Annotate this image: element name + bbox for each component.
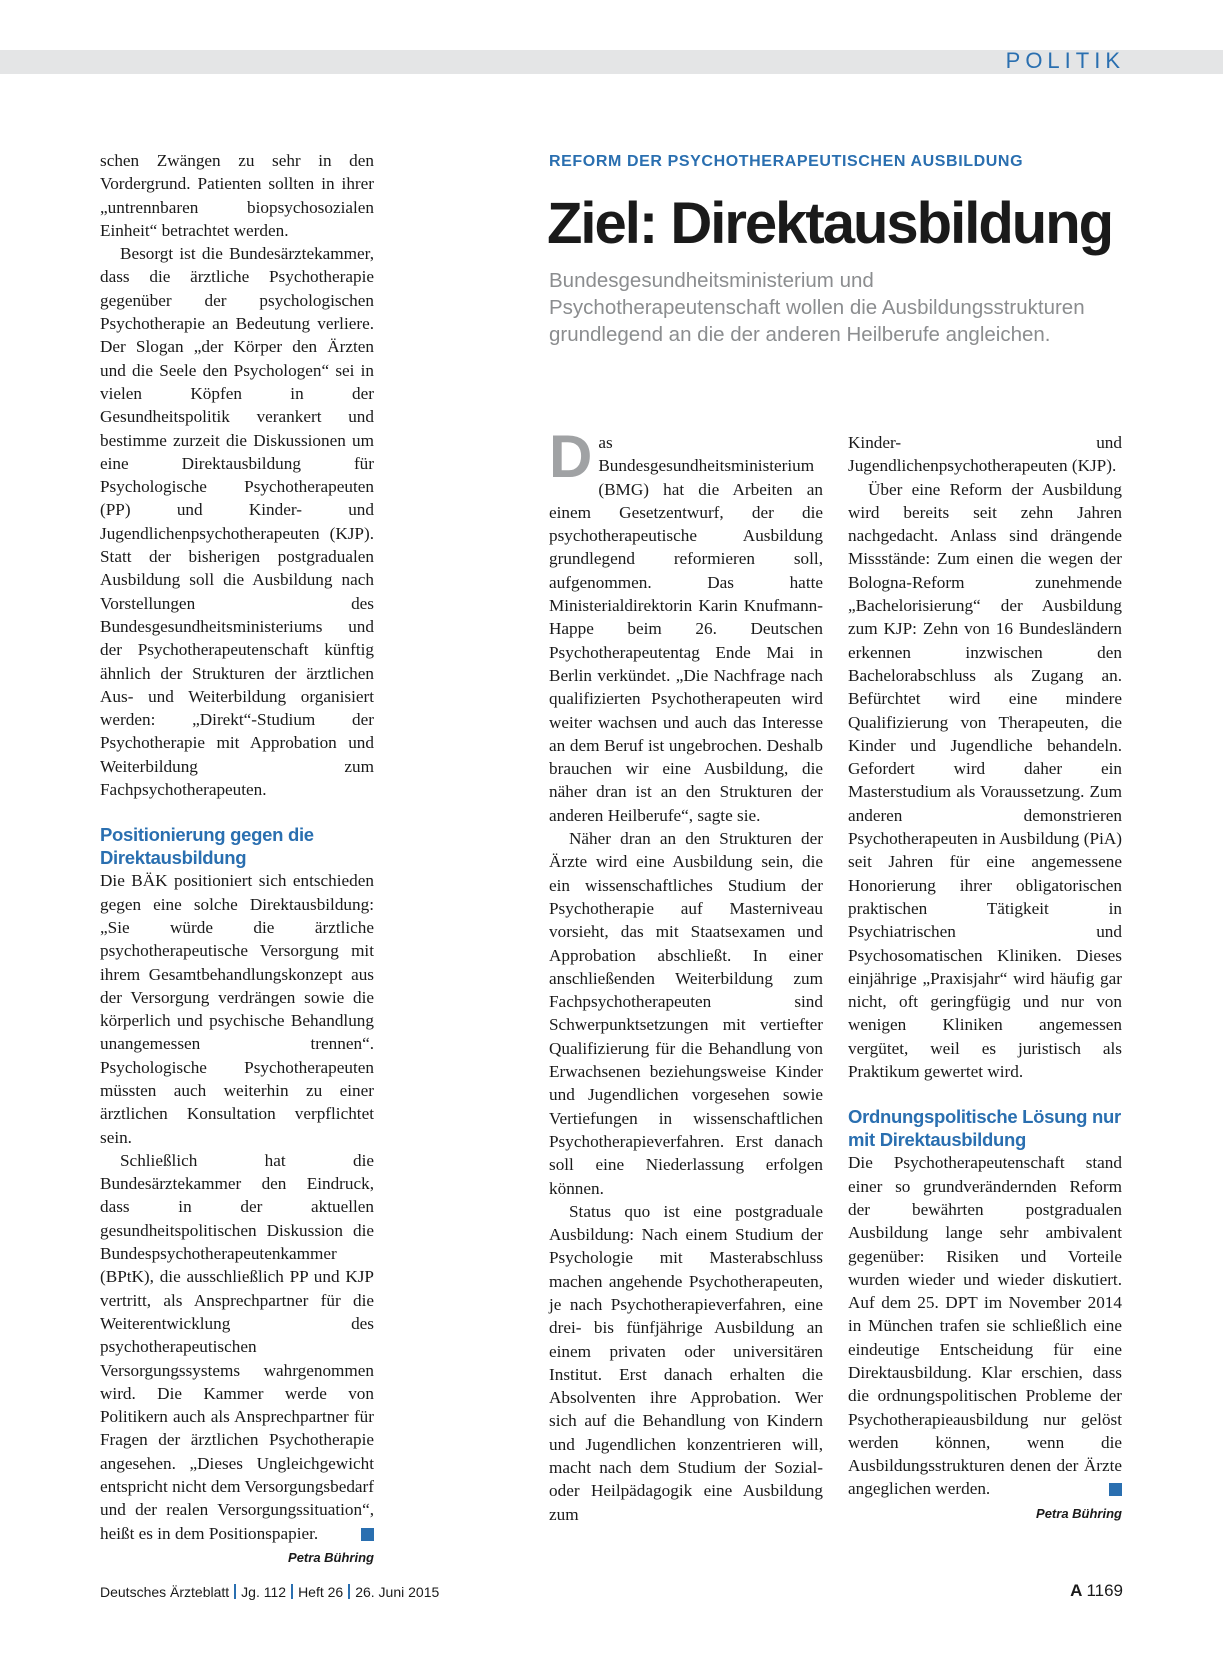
journal-name: Deutsches Ärzteblatt — [100, 1584, 230, 1600]
page-number-value: 1169 — [1086, 1581, 1123, 1600]
paragraph: Kinder- und Jugendlichenpsychotherapeuten (KJP). — [848, 433, 1122, 476]
end-mark-icon — [361, 1528, 374, 1541]
volume: Jg. 112 — [241, 1584, 287, 1600]
paragraph: Näher dran an den Strukturen der Ärzte wird eine Ausbildung sein, die ein wissenschaftliches Studium der Psychotherapie auf Masterniveau vorsieht, das mit Staatsexamen und Approbation abschließt. In einer anschließenden Weiterbildung zum Fachpsychotherapeuten sind Schwerpunktsetzungen mit vertiefter Qualifizierung für die Behandlung von Erwachsenen beziehungsweise Kinder und Jugendlichen vorgesehen sowie Vertiefungen in wissenschaftlichen Psychotherapieverfahren. Erst danach soll eine Niederlassung erfolgen können. — [549, 829, 823, 1198]
paragraph-lead — [549, 423, 823, 827]
article-column-1 — [100, 149, 374, 1567]
author-byline: Petra Bühring — [288, 1549, 374, 1565]
paragraph-final — [848, 1151, 1122, 1500]
paragraph: Die BÄK positioniert sich entschieden gegen eine solche Direktausbildung: „Sie würde die ärztliche psychotherapeutische Versorgung mit ihrem Gesamtbehandlungskonzept aus der Versorgung verdrängen sowie die körperlich und psychische Behandlung unangemessen trennen“. Psychologische Psychotherapeuten müssten auch weiterhin zu einer ärztlichen Konsultation verpflichtet sein. — [100, 871, 374, 1147]
separator — [291, 1584, 293, 1599]
article-column-2 — [549, 423, 823, 1526]
footer-citation — [100, 1583, 439, 1601]
paragraph: Status quo ist eine postgraduale Ausbildung: Nach einem Studium der Psychologie mit Masterabschluss machen angehende Psychotherapeuten, je nach Psychotherapieverfahren, eine drei- bis fünfjährige Ausbildung an einem privaten oder universitären Institut. Erst danach erhalten die Absolventen ihre Approbation. Wer sich auf die Behandlung von Kindern und Jugendlichen konzentrieren will, macht nach dem Studium der Sozial- oder Heilpädagogik eine Ausbildung zum — [549, 1201, 823, 1524]
end-mark-icon — [1109, 1483, 1122, 1496]
subheading: Ordnungspolitische Lösung nur mit Direktausbildung — [848, 1106, 1121, 1151]
paragraph-text: Schließlich hat die Bundesärztekammer den Eindruck, dass in der aktuellen gesundheitspolitischen Diskussion die Bundespsychotherapeutenkammer (BPtK), die ausschließlich PP und KJP vertritt, als Ansprechpartner für die Weiterentwicklung des psychotherapeutischen Versorgungssystems wahrgenommen wird. Die Kammer werde von Politikern auch als Ansprechpartner für Fragen der ärztlichen Psychotherapie angesehen. „Dieses Ungleichgewicht entspricht nicht dem Versorgungsbedarf und der realen Versorgungssituation“, heißt es in dem Positionspapier. — [100, 1150, 374, 1543]
subheading: Positionierung gegen die Direktausbildung — [100, 824, 314, 869]
article-column-3 — [848, 431, 1122, 1523]
article-kicker: REFORM DER PSYCHOTHERAPEUTISCHEN AUSBILDUNG — [549, 153, 1024, 170]
separator — [234, 1584, 236, 1599]
paragraph-final — [100, 1149, 374, 1545]
section-label: POLITIK — [1005, 48, 1125, 73]
separator — [348, 1584, 350, 1599]
issue: Heft 26 — [298, 1584, 344, 1600]
paragraph: schen Zwängen zu sehr in den Vordergrund. Patienten sollten in ihrer „untrennbaren biopsychosozialen Einheit“ betrachtet werden. — [100, 151, 374, 240]
article-headline: Ziel: Direktausbildung — [547, 191, 1113, 256]
page-prefix: A — [1070, 1581, 1083, 1600]
issue-date: 26. Juni 2015 — [355, 1584, 440, 1600]
paragraph: Über eine Reform der Ausbildung wird bereits seit zehn Jahren nachgedacht. Anlass sind drängende Missstände: Zum einen die wegen der Bologna-Reform zunehmende „Bachelorisierung“ der Ausbildung zum KJP: Zehn von 16 Bundesländern erkennen inzwischen den Bachelorabschluss als Zugang an. Befürchtet wird eine mindere Qualifizierung von Therapeuten, die Kinder und Jugendliche behandeln. Gefordert wird daher ein Masterstudium als Voraussetzung. Zum anderen demonstrieren Psychotherapeuten in Ausbildung (PiA) seit Jahren für eine angemessene Honorierung ihrer obligatorischen praktischen Tätigkeit in Psychiatrischen und Psychosomatischen Kliniken. Dieses einjährige „Praxisjahr“ wird häufig gar nicht, oft geringfügig und nur von wenigen Kliniken angemessen vergütet, weil es juristisch als Praktikum gewertet wird. — [848, 479, 1122, 1082]
article-deck: Bundesgesundheitsministerium und Psychotherapeutenschaft wollen die Ausbildungsstrukturen grundlegend an die der anderen Heilberufe angleichen. — [549, 269, 1085, 346]
paragraph: Besorgt ist die Bundesärztekammer, dass die ärztliche Psychotherapie gegenüber der psychologischen Psychotherapie an Bedeutung verliere. Der Slogan „der Körper den Ärzten und die Seele den Psychologen“ sei in vielen Köpfen in der Gesundheitspolitik verankert und bestimme zurzeit die Diskussionen um eine Direktausbildung für Psychologische Psychotherapeuten (PP) und Kinder- und Jugendlichenpsychotherapeuten (KJP). Statt der bisherigen postgradualen Ausbildung soll die Ausbildung nach Vorstellungen des Bundesgesundheitsministeriums und der Psychotherapeutenschaft künftig ähnlich der Strukturen der ärztlichen Aus- und Weiterbildung organisiert werden: „Direkt“-Studium der Psychotherapie mit Approbation und Weiterbildung zum Fachpsychotherapeuten. — [100, 244, 374, 800]
paragraph-text: Die Psychotherapeutenschaft stand einer so grundverändernden Reform der bewährten postgradualen Ausbildung lange sehr ambivalent gegenüber: Risiken und Vorteile wurden wieder und wieder diskutiert. Auf dem 25. DPT im November 2014 in München trafen sie schließlich eine eindeutige Entscheidung für eine Direktausbildung. Klar erschien, dass die ordnungspolitischen Probleme der Psychotherapieausbildung nur gelöst werden können, wenn die Ausbildungsstrukturen denen der Ärzte angeglichen werden. — [848, 1153, 1122, 1499]
drop-cap: D — [549, 423, 593, 490]
author-byline: Petra Bühring — [1036, 1505, 1122, 1521]
page-number — [1070, 1580, 1123, 1602]
paragraph-text: as Bundesgesundheitsministerium (BMG) hat die Arbeiten an einem Gesetzentwurf, der die psychotherapeutische Ausbildung grundlegend reformieren soll, aufgenommen. Das hatte Ministerialdirektorin Karin Knufmann-Happe beim 26. Deutschen Psychotherapeutentag Ende Mai in Berlin verkündet. „Die Nachfrage nach qualifizierten Psychotherapeuten wird weiter wachsen und auch das Interesse an dem Beruf ist ungebrochen. Deshalb brauchen wir eine Ausbildung, die näher dran ist an den Strukturen der anderen Heilberufe“, sagte sie. — [549, 433, 823, 825]
